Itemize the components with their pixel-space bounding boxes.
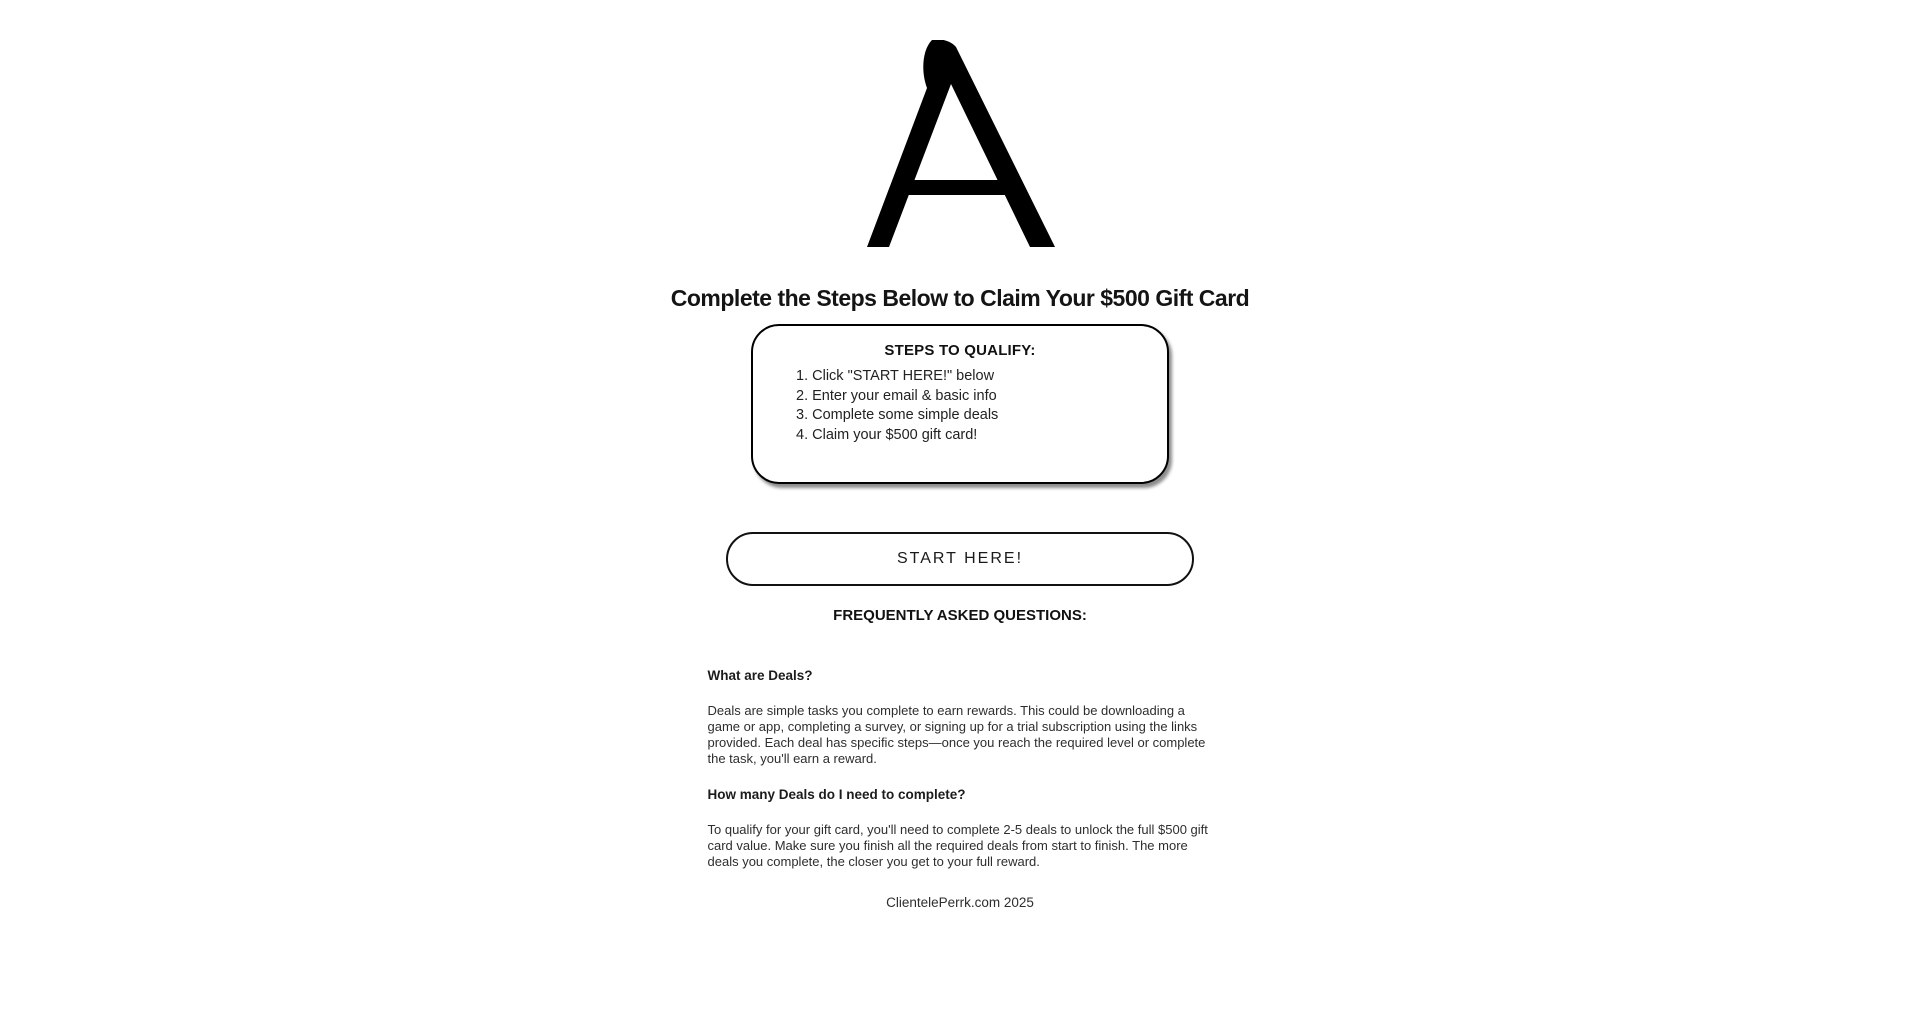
brand-logo (865, 40, 1055, 247)
step-item-1: 1. Click "START HERE!" below (796, 367, 1167, 387)
start-here-button[interactable]: START HERE! (726, 532, 1194, 586)
footer-text: ClientelePerrk.com 2025 (886, 895, 1034, 910)
steps-card-title: STEPS TO QUALIFY: (884, 342, 1036, 359)
faq-section (708, 668, 1213, 870)
step-item-3: 3. Complete some simple deals (796, 406, 1167, 426)
step-item-2: 2. Enter your email & basic info (796, 387, 1167, 407)
faq-question-1: What are Deals? (707, 668, 813, 683)
lambda-a-logo-icon (865, 40, 1055, 247)
steps-to-qualify-card (751, 324, 1169, 484)
faq-answer-2: To qualify for your gift card, you'll need to complete 2-5 deals to unlock the full $500 gift card value. Make sure you finish all the required deals from start to finish. The more deals you complete, the closer you get to your full reward. (707, 822, 1208, 869)
faq-section-title: FREQUENTLY ASKED QUESTIONS: (833, 607, 1087, 624)
faq-question-2: How many Deals do I need to complete? (707, 787, 966, 802)
faq-answer-1: Deals are simple tasks you complete to earn rewards. This could be downloading a game or app, completing a survey, or signing up for a trial subscription using the links provided. Each deal has specific steps—once you reach the required level or complete the task, you'll earn a reward. (707, 703, 1206, 766)
step-item-4: 4. Claim your $500 gift card! (796, 426, 1167, 446)
page-title: Complete the Steps Below to Claim Your $500 Gift Card (670, 285, 1250, 311)
steps-list (753, 367, 1167, 445)
